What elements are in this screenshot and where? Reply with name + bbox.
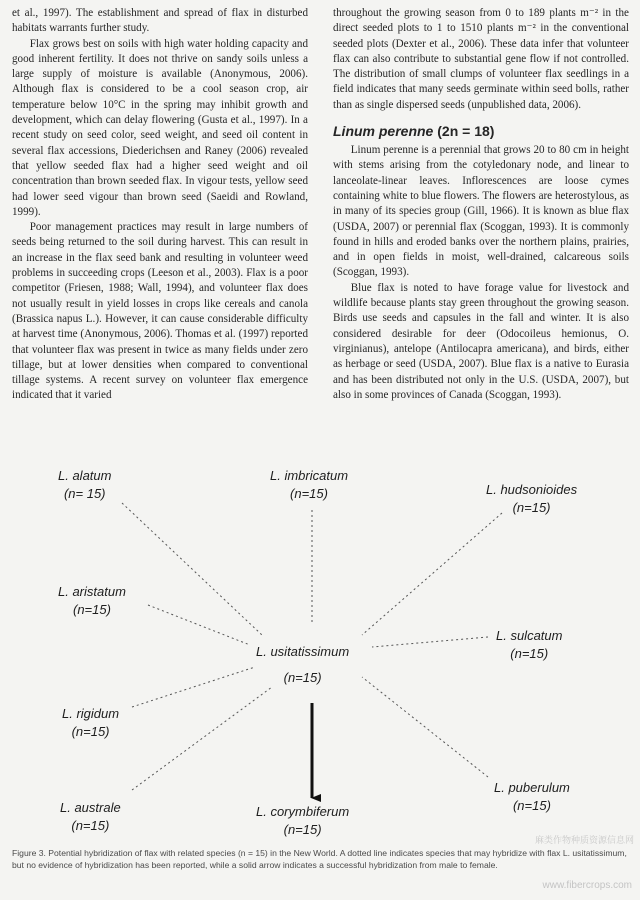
node-puberulum [494,779,570,815]
node-hudsonioides-count: (n=15) [512,500,551,515]
node-rigidum [62,705,119,741]
left-paragraph-2: Flax grows best on soils with high water holding capacity and good inherent fertility. It does not thrive on sandy soils unless a large supply of moisture is available (Anonymous, 2006). Although flax is considered to be a cool season crop, air temperature below 10°C in the spring may inhibit growth and development, which can delay flowering (Gusta et al., 1997). In a recent study on seed color, seed weight, and seed oil content in several flax accessions, Diederichsen and Raney (2006) revealed that yellow seeded flax had a higher seed weight and oil concentration than brown seeded flax. In vigour tests, yellow seed had lower seed vigour than brown seed (Saeidi and Rowland, 1999). [12,37,308,218]
right-paragraph-2: Blue flax is noted to have forage value for livestock and wildlife because plants stay green throughout the growing season. Birds use seeds and capsules in the fall and winter. It is also considered desirable for deer (Odocoileus hemionus, O. virginianus), antelope (Antilocapra americana), and birds, either as herbage or seed (USDA, 2007). Blue flax is a native to Eurasia and has been distributed not only in the U.S. (USDA, 2007), but also in some provinces of Canada (Scoggan, 1993). [333,281,629,401]
node-imbricatum-name: L. imbricatum [270,468,349,483]
node-imbricatum [270,467,348,503]
left-paragraph-3: Poor management practices may result in large numbers of seeds being returned to the soil during harvest. This can result in an increase in the flax seed bank and resulting in volunteer weed problems in succeeding crops (Leeson et al., 2003). Flax is a poor competitor (Friesen, 1988; Wall, 1994), and volunteer flax does not usually result in yield losses in crops like cereals and canola (Brassica napus L.). However, it can cause considerable difficulty at harvest time (Anonymous, 2006). Thomas et al. (1997) reported that volunteer flax was present in twice as many fields under zero tillage, but at lower densities when compared to conventional tillage systems. A recent survey on volunteer flax emergence indicated that it varied [12,221,308,402]
node-sulcatum [496,627,562,663]
node-rigidum-name: L. rigidum [62,706,120,721]
section-heading-linum-perenne [333,123,629,140]
node-australe-name: L. australe [60,800,121,815]
link-rigidum [132,667,255,707]
node-usitatissimum-center [256,639,349,691]
node-aristatum [58,583,126,619]
link-hudsonioides [362,513,502,635]
figure-caption: Figure 3. Potential hybridization of flax with related species (n = 15) in the New World. A dotted line indicates species that may hybridize with flax L. usitatissimum, but no evidence of hybridization has been reported, while a solid arrow indicates a successful hybridization from male to female. [12,848,627,870]
link-australe [132,687,272,790]
node-alatum [58,467,111,503]
node-hudsonioides [486,481,577,517]
node-rigidum-count: (n=15) [71,724,110,739]
node-hudsonioides-name: L. hudsonioides [486,482,578,497]
node-corymbiferum [256,803,349,839]
link-aristatum [148,605,250,645]
node-aristatum-count: (n=15) [72,602,111,617]
node-sulcatum-name: L. sulcatum [496,628,563,643]
hybridization-diagram [0,455,640,835]
link-puberulum [362,677,488,777]
node-australe [60,799,121,835]
watermark-url: www.fibercrops.com [542,880,632,891]
right-text-column [333,6,629,403]
node-australe-count: (n=15) [71,818,110,833]
link-alatum [122,503,262,635]
node-puberulum-name: L. puberulum [494,780,570,795]
right-paragraph-top: throughout the growing season from 0 to 189 plants m⁻² in the direct seeded plots to 1 to 1510 plants m⁻² in the conventional seeded plots (Dexter et al., 2006). These data infer that volunteer flax can also contribute to substantial gene flow if not controlled. The distribution of small clumps of volunteer flax seedlings in a field indicates that many seeds germinate within seed bolls, rather than as single dispersed seeds (unpublished data, 2006). [333,7,629,111]
link-sulcatum [372,637,488,647]
heading-chromosomes: (2n = 18) [437,123,495,140]
heading-species: Linum perenne [333,123,434,140]
node-aristatum-name: L. aristatum [58,584,126,599]
right-paragraph-1: Linum perenne is a perennial that grows 20 to 80 cm in height with stems arising from the cotyledonary node, and linear to lanceolate-linear leaves. Inflorescences are loose cymes containing white to blue flowers. The flowers are heterostylous, as in many of its species group (Gill, 1966). It is known as blue flax (USDA, 2007) or perennial flax (Scoggan, 1993). It is commonly found in hills and eroded banks over the northern plains, prairies, and in open fields in moist, well-drained, calcareous soils (Scoggan, 1993). [333,144,629,279]
node-puberulum-count: (n=15) [512,798,551,813]
center-name: L. usitatissimum [256,644,350,659]
center-count: (n=15) [283,670,322,685]
node-alatum-count: (n= 15) [63,486,106,501]
watermark-chinese: 麻类作物种质资源信息网 [534,835,634,845]
node-sulcatum-count: (n=15) [510,646,549,661]
left-paragraph-1: et al., 1997). The establishment and spread of flax in disturbed habitats warrants further study. [12,7,308,35]
node-corymbiferum-count: (n=15) [283,822,322,837]
node-corymbiferum-name: L. corymbiferum [256,804,350,819]
node-alatum-name: L. alatum [58,468,112,483]
left-text-column [12,6,308,404]
node-imbricatum-count: (n=15) [290,486,328,501]
